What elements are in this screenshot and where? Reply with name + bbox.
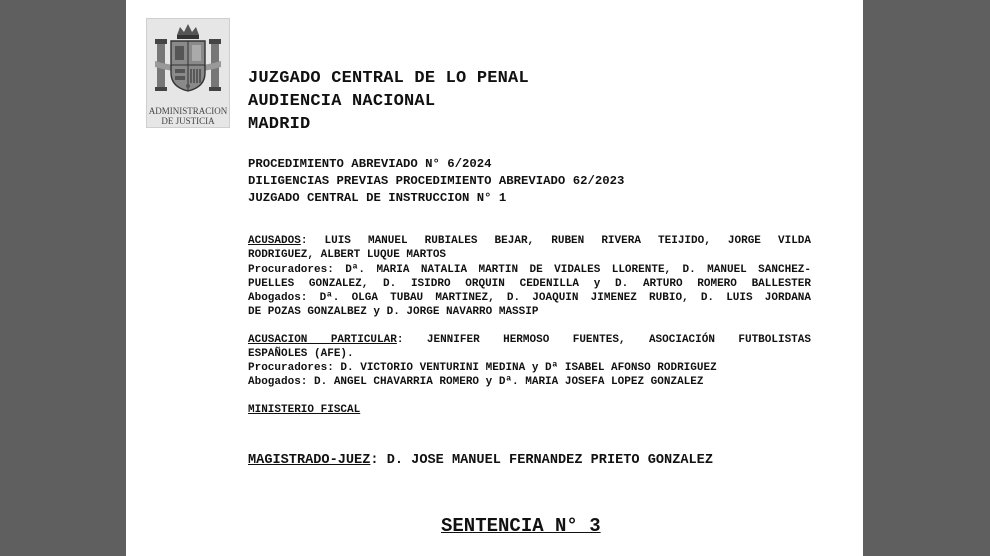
procedure-diligencias: DILIGENCIAS PREVIAS PROCEDIMIENTO ABREVIADO 62/2023 — [248, 174, 625, 188]
sentencia-title: SENTENCIA N° 3 — [441, 515, 601, 537]
acusados-names: : LUIS MANUEL RUBIALES BEJAR, RUBEN RIVERA TEIJIDO, JORGE VILDA — [300, 235, 811, 247]
procedure-juzgado: JUZGADO CENTRAL DE INSTRUCCION N° 1 — [248, 191, 507, 205]
acusados-abogados: Abogados: Dª. OLGA TUBAU MARTINEZ, D. JOAQUIN JIMENEZ RUBIO, D. LUIS JORDANA — [248, 292, 811, 304]
acusados-procuradores-cont: PUELLES GONZALEZ, D. ISIDRO ORQUIN CEDENILLA y D. ARTURO ROMERO BALLESTER — [248, 278, 811, 290]
acusados-line1 — [248, 235, 811, 247]
magistrado-label: MAGISTRADO-JUEZ — [248, 453, 371, 468]
acusacion-names: : JENNIFER HERMOSO FUENTES, ASOCIACIÓN FUTBOLISTAS — [396, 334, 811, 346]
acusacion-abogados: Abogados: D. ANGEL CHAVARRIA ROMERO y Dª. MARIA JOSEFA LOPEZ GONZALEZ — [248, 376, 704, 388]
acusados-abogados-cont: DE POZAS GONZALBEZ y D. JORGE NAVARRO MASSIP — [248, 306, 539, 318]
emblem-text-line2: DE JUSTICIA — [161, 116, 215, 126]
emblem-text-line1: ADMINISTRACION — [148, 106, 228, 116]
procedure-number: PROCEDIMIENTO ABREVIADO N° 6/2024 — [248, 157, 492, 171]
acusados-procuradores: Procuradores: Dª. MARIA NATALIA MARTIN DE VIDALES LLORENTE, D. MANUEL SANCHEZ- — [248, 264, 811, 276]
justice-emblem — [146, 18, 230, 128]
acusacion-line2: ESPAÑOLES (AFE). — [248, 348, 354, 360]
court-city: MADRID — [248, 115, 311, 134]
court-audiencia: AUDIENCIA NACIONAL — [248, 92, 436, 111]
acusados-line2: RODRIGUEZ, ALBERT LUQUE MARTOS — [248, 249, 447, 261]
acusacion-line1 — [248, 334, 811, 346]
ministerio-fiscal: MINISTERIO FISCAL — [248, 404, 361, 416]
magistrado-line — [248, 453, 713, 468]
coat-of-arms-icon — [153, 21, 223, 105]
acusados-label: ACUSADOS — [248, 235, 301, 247]
court-name: JUZGADO CENTRAL DE LO PENAL — [248, 69, 529, 88]
acusacion-procuradores: Procuradores: D. VICTORIO VENTURINI MEDINA y Dª ISABEL AFONSO RODRIGUEZ — [248, 362, 717, 374]
magistrado-name: : D. JOSE MANUEL FERNANDEZ PRIETO GONZALEZ — [370, 453, 713, 468]
acusacion-label: ACUSACION PARTICULAR — [248, 334, 397, 346]
